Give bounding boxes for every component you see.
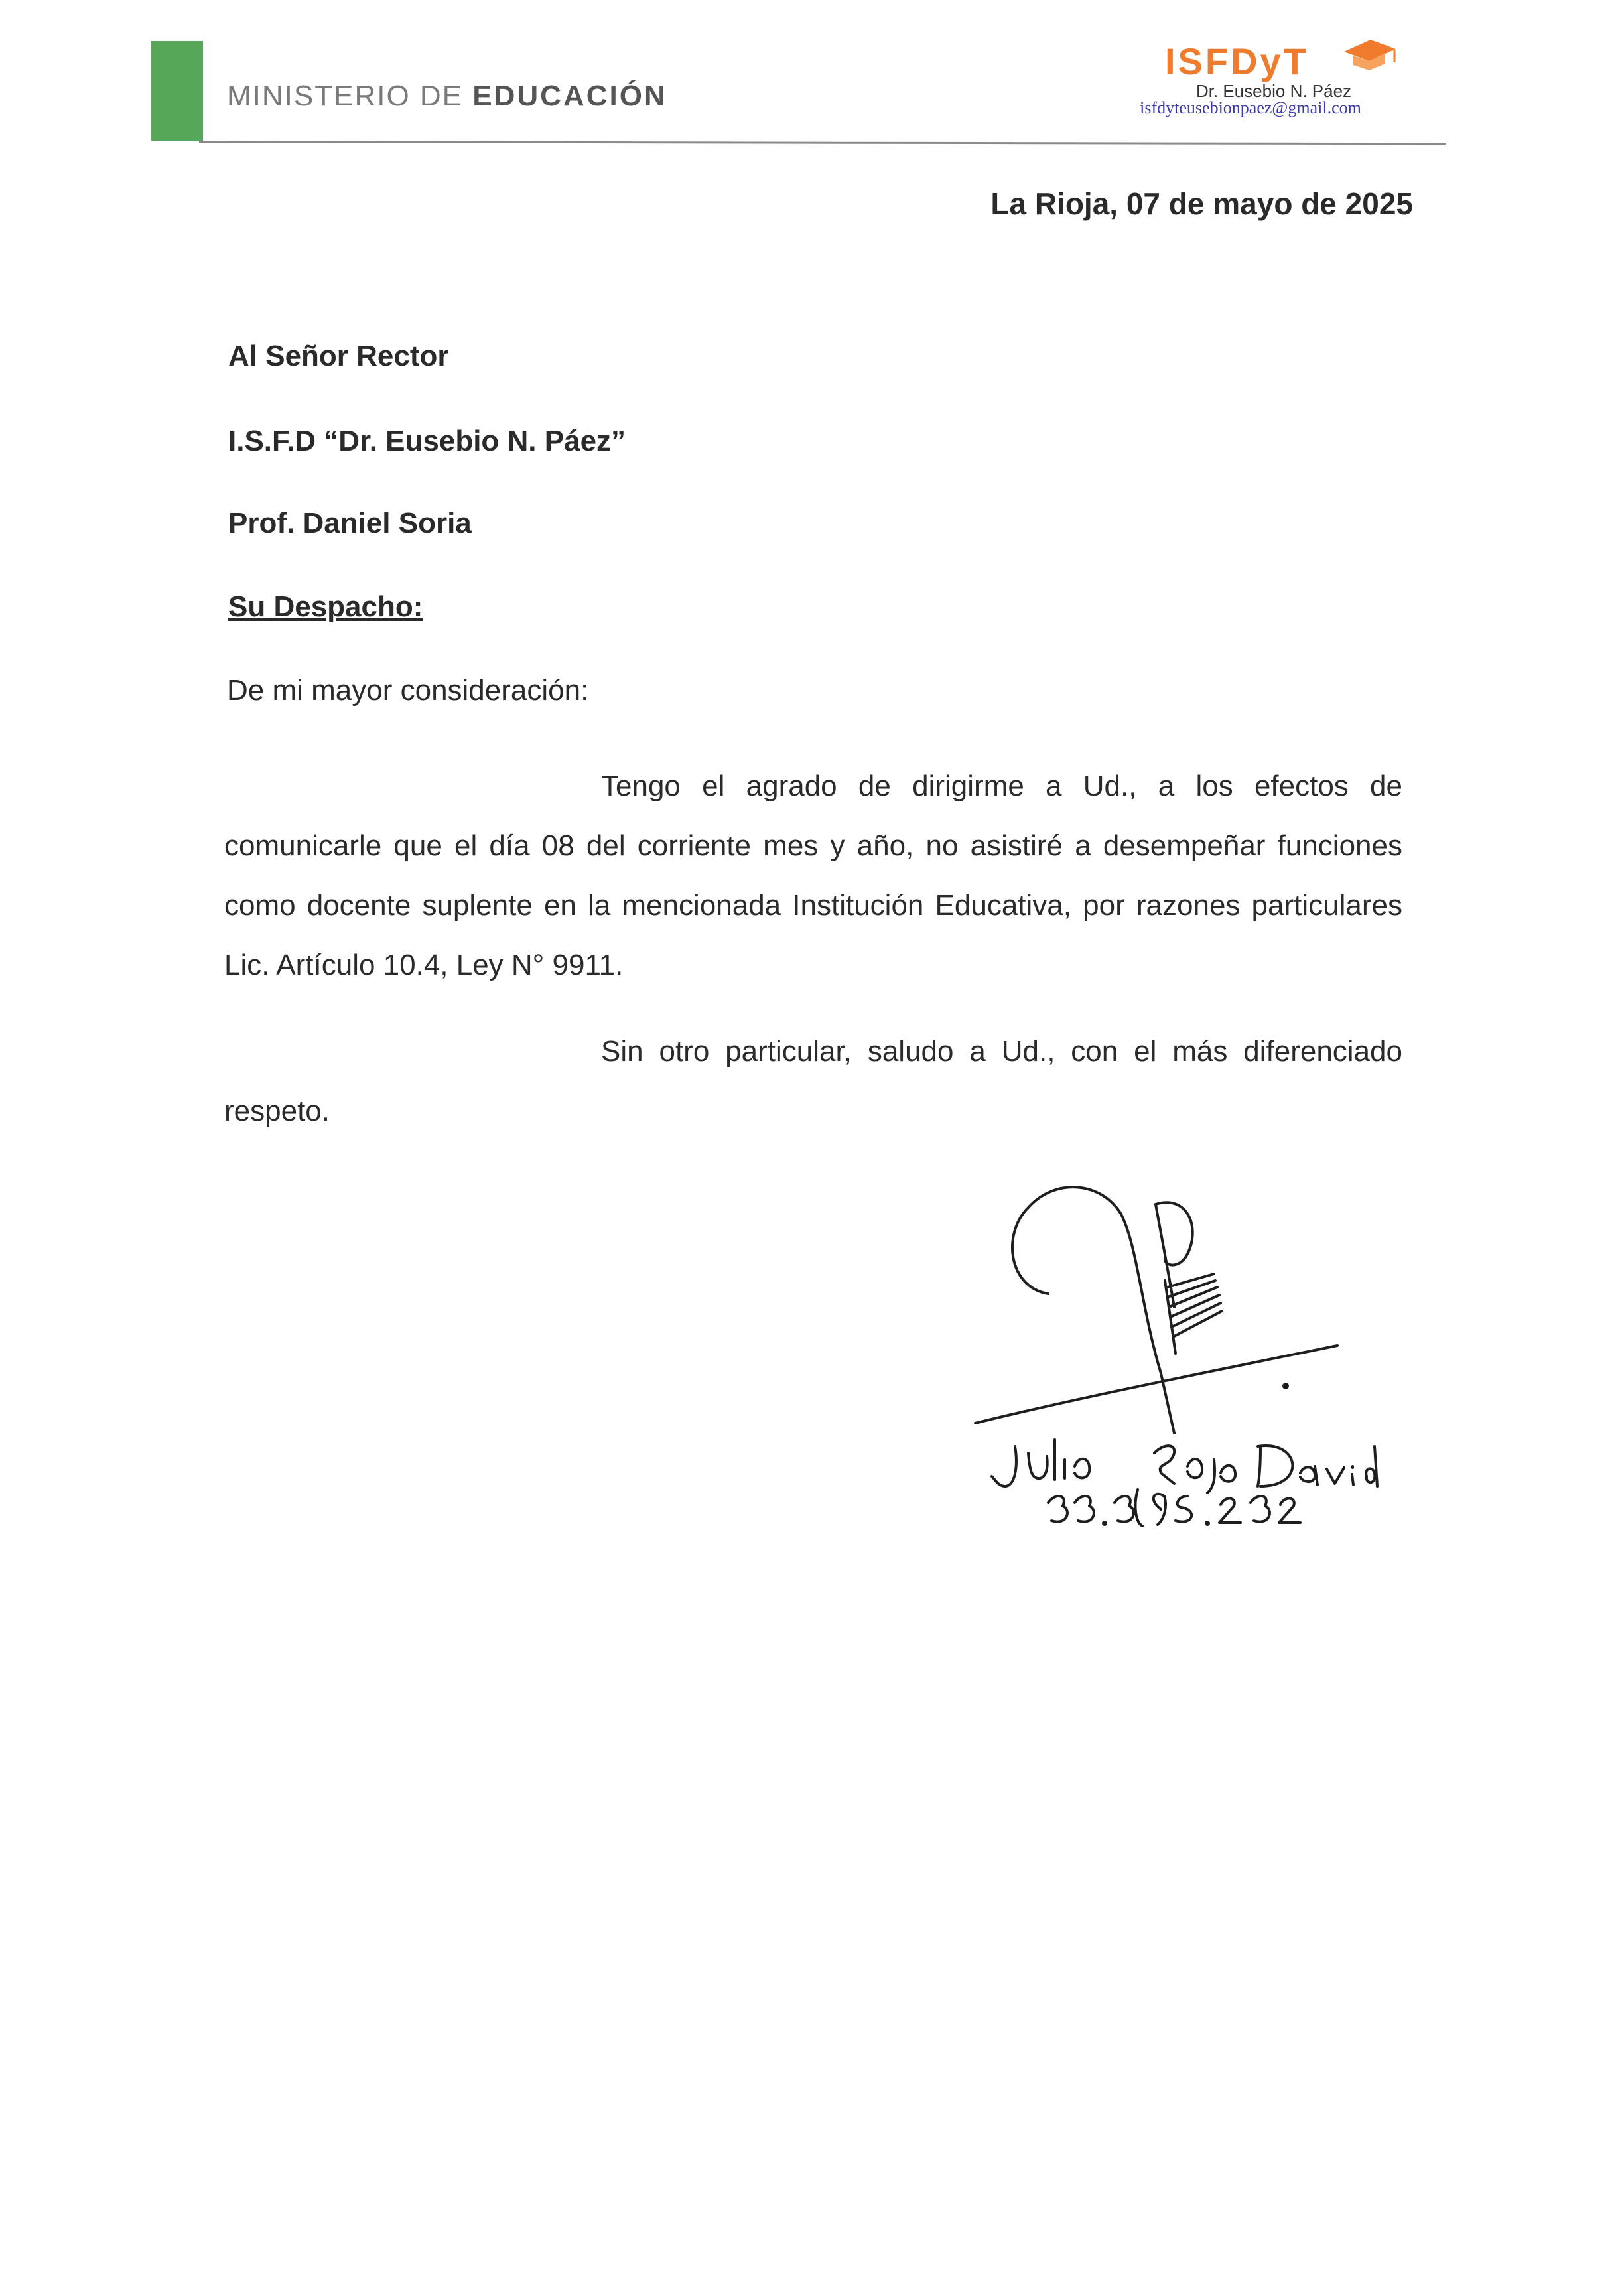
body-paragraph: Tengo el agrado de dirigirme a Ud., a los efectos de comunicarle que el día 08 del corriente mes y año, no asistiré a desempeñar funciones como docente suplente en la mencionada Institución Educativa, por razones particulares Lic. Artículo 10.4, Ley N° 9911. xyxy=(224,770,1402,981)
recipient-office: Su Despacho: xyxy=(228,591,423,623)
handwritten-signature xyxy=(969,1154,1400,1533)
ministry-logo-bar xyxy=(151,41,203,141)
letter-date: La Rioja, 07 de mayo de 2025 xyxy=(990,186,1413,221)
recipient-institution: I.S.F.D “Dr. Eusebio N. Páez” xyxy=(228,425,626,457)
logo-subtitle: Dr. Eusebio N. Páez xyxy=(1195,81,1352,101)
salutation: De mi mayor consideración: xyxy=(227,674,589,707)
logo-title: ISFDyT xyxy=(1165,40,1309,82)
recipient-title: Al Señor Rector xyxy=(228,340,449,372)
closing-paragraph: Sin otro particular, saludo a Ud., con el más diferenciado respeto. xyxy=(224,1035,1402,1127)
ministry-title xyxy=(227,80,667,113)
institution-logo xyxy=(1075,33,1420,119)
logo-email: isfdyteusebionpaez@gmail.com xyxy=(1140,98,1361,117)
ministry-prefix: MINISTERIO DE xyxy=(227,80,464,112)
recipient-name: Prof. Daniel Soria xyxy=(228,507,472,539)
ministry-name: EDUCACIÓN xyxy=(472,80,667,112)
graduation-cap-icon xyxy=(1339,33,1398,73)
header-divider xyxy=(199,141,1446,145)
